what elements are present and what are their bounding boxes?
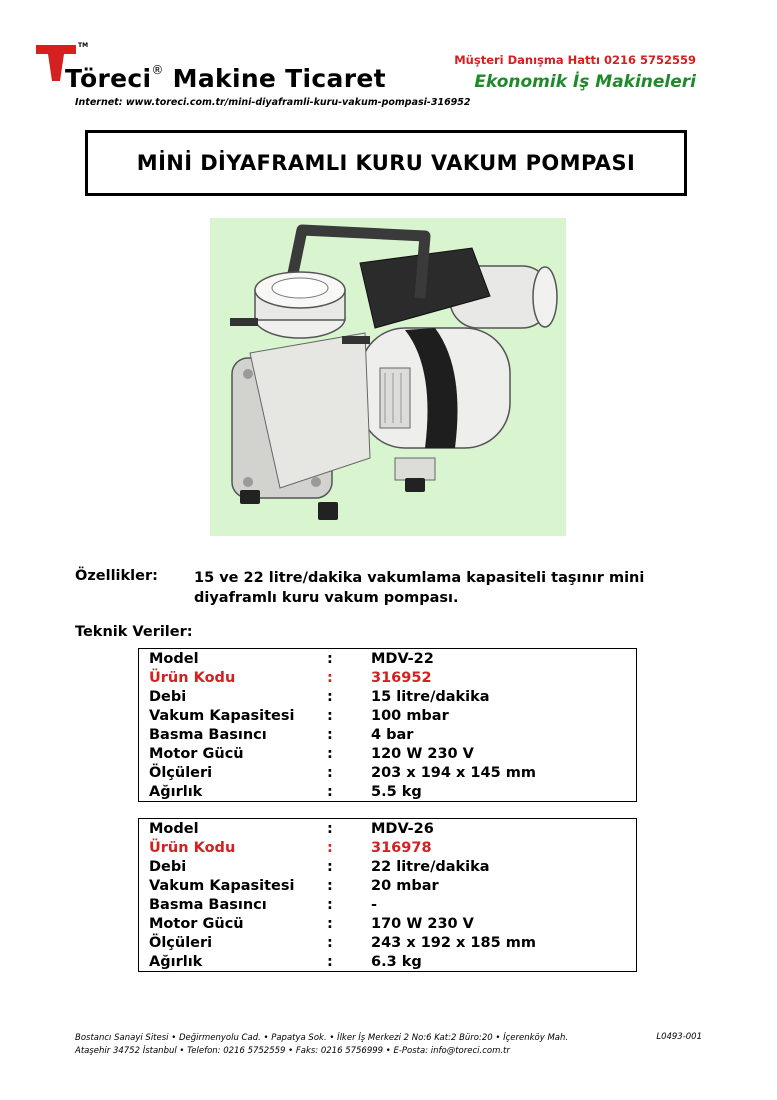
- spec-sep: :: [327, 784, 333, 800]
- spec-row-vacuum: [139, 877, 636, 896]
- spec-row-weight: [139, 953, 636, 972]
- spec-sep: :: [327, 859, 333, 875]
- spec-key: Model: [149, 651, 199, 667]
- spec-value: -: [371, 897, 378, 913]
- spec-key: Ölçüleri: [149, 935, 213, 951]
- spec-sep: :: [327, 727, 333, 743]
- product-image: [210, 218, 566, 536]
- spec-row-pressure: [139, 726, 636, 745]
- spec-value: MDV-22: [371, 651, 434, 667]
- spec-sep: :: [327, 651, 333, 667]
- registered-mark: ®: [151, 62, 164, 77]
- company-name: [65, 64, 386, 93]
- spec-value: 22 litre/dakika: [371, 859, 490, 875]
- spec-value: 6.3 kg: [371, 954, 422, 970]
- footer-line-2: Ataşehir 34752 İstanbul • Telefon: 0216 5752559 • Faks: 0216 5756999 • E-Posta: info@toreci.com.tr: [75, 1046, 510, 1056]
- spec-key: Ürün Kodu: [149, 840, 236, 856]
- company-name-rest: Makine Ticaret: [163, 64, 386, 93]
- spec-value: 170 W 230 V: [371, 916, 474, 932]
- footer-address: [75, 1032, 568, 1058]
- spec-value: 316952: [371, 670, 432, 686]
- trademark-mark: TM: [78, 42, 89, 49]
- spec-row-product-code: [139, 669, 636, 688]
- spec-row-dimensions: [139, 764, 636, 783]
- spec-sep: :: [327, 878, 333, 894]
- spec-key: Ürün Kodu: [149, 670, 236, 686]
- spec-key: Motor Gücü: [149, 746, 244, 762]
- spec-key: Vakum Kapasitesi: [149, 878, 295, 894]
- footer-line-1: Bostancı Sanayi Sitesi • Değirmenyolu Cad. • Papatya Sok. • İlker İş Merkezi 2 No:6 Kat:2 Büro:20 • İçerenköy Mah.: [75, 1033, 569, 1043]
- spec-sep: :: [327, 765, 333, 781]
- spec-sep: :: [327, 840, 333, 856]
- technical-data-label: Teknik Veriler:: [75, 624, 193, 640]
- spec-sep: :: [327, 670, 333, 686]
- spec-key: Debi: [149, 859, 187, 875]
- spec-sep: :: [327, 821, 333, 837]
- spec-sep: :: [327, 897, 333, 913]
- spec-row-model: [139, 820, 636, 839]
- spec-value: 120 W 230 V: [371, 746, 474, 762]
- spec-table-mdv-22: [138, 648, 637, 802]
- spec-value: 203 x 194 x 145 mm: [371, 765, 536, 781]
- spec-value: 316978: [371, 840, 432, 856]
- spec-row-pressure: [139, 896, 636, 915]
- spec-key: Model: [149, 821, 199, 837]
- spec-value: 20 mbar: [371, 878, 439, 894]
- spec-sep: :: [327, 935, 333, 951]
- features-text: 15 ve 22 litre/dakika vakumlama kapasiteli taşınır mini diyaframlı kuru vakum pompası.: [194, 570, 645, 606]
- company-slogan: Ekonomik İş Makineleri: [474, 72, 696, 92]
- spec-row-flow: [139, 858, 636, 877]
- spec-key: Motor Gücü: [149, 916, 244, 932]
- spec-sep: :: [327, 708, 333, 724]
- spec-row-weight: [139, 783, 636, 802]
- customer-hotline: Müşteri Danışma Hattı 0216 5752559: [454, 53, 696, 67]
- spec-key: Ağırlık: [149, 784, 203, 800]
- spec-value: 15 litre/dakika: [371, 689, 490, 705]
- spec-sep: :: [327, 916, 333, 932]
- spec-sep: :: [327, 746, 333, 762]
- spec-key: Debi: [149, 689, 187, 705]
- spec-row-motor: [139, 915, 636, 934]
- spec-key: Vakum Kapasitesi: [149, 708, 295, 724]
- page-title: MİNİ DİYAFRAMLI KURU VAKUM POMPASI: [85, 130, 687, 196]
- spec-value: 4 bar: [371, 727, 414, 743]
- spec-row-motor: [139, 745, 636, 764]
- spec-row-dimensions: [139, 934, 636, 953]
- spec-value: 5.5 kg: [371, 784, 422, 800]
- vacuum-pump-illustration: [210, 218, 566, 536]
- spec-key: Ölçüleri: [149, 765, 213, 781]
- spec-row-product-code: [139, 839, 636, 858]
- spec-row-model: [139, 650, 636, 669]
- spec-value: 243 x 192 x 185 mm: [371, 935, 536, 951]
- spec-key: Basma Basıncı: [149, 897, 267, 913]
- features-label: Özellikler:: [75, 568, 158, 584]
- spec-key: Basma Basıncı: [149, 727, 267, 743]
- spec-table-mdv-26: [138, 818, 637, 972]
- spec-sep: :: [327, 689, 333, 705]
- spec-value: MDV-26: [371, 821, 434, 837]
- spec-row-flow: [139, 688, 636, 707]
- spec-key: Ağırlık: [149, 954, 203, 970]
- page-url[interactable]: Internet: www.toreci.com.tr/mini-diyaframli-kuru-vakum-pompasi-316952: [75, 97, 471, 108]
- spec-sep: :: [327, 954, 333, 970]
- spec-row-vacuum: [139, 707, 636, 726]
- spec-value: 100 mbar: [371, 708, 449, 724]
- document-number: L0493-001: [656, 1032, 702, 1042]
- company-name-main: Töreci: [65, 64, 152, 93]
